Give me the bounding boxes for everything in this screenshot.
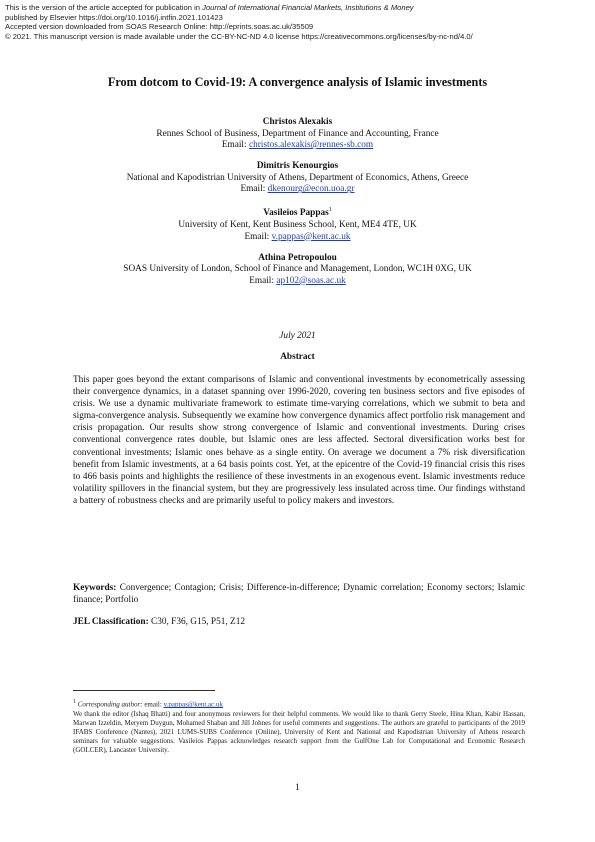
paper-date: July 2021 bbox=[279, 331, 316, 341]
author-email-link[interactable]: christos.alexakis@rennes-sb.com bbox=[248, 140, 374, 151]
banner-line-4: © 2021. This manuscript version is made available under the CC-BY-NC-ND 4.0 license https://creativecommons.org/licenses/by-nc-nd/4.0/ bbox=[5, 31, 473, 41]
author-block bbox=[0, 161, 595, 196]
email-label: Email: bbox=[249, 275, 274, 286]
jel-classification bbox=[73, 617, 525, 627]
author-email-line bbox=[0, 276, 595, 288]
author-email-link[interactable]: v.pappas@kent.ac.uk bbox=[271, 231, 351, 242]
author-name: Dimitris Kenourgios bbox=[256, 161, 339, 172]
author-email-line bbox=[0, 184, 595, 196]
footnote-marker: 1 bbox=[328, 207, 332, 214]
author-affiliation: SOAS University of London, School of Finance and Management, London, WC1H 0XG, UK bbox=[123, 264, 472, 275]
email-label: Email: bbox=[244, 231, 270, 242]
corresponding-email-link[interactable]: v.pappas@kent.ac.uk bbox=[163, 700, 224, 709]
corresponding-label: Corresponding author: bbox=[77, 700, 143, 709]
author-block bbox=[0, 205, 595, 243]
acknowledgements: We thank the editor (Ishaq Bhatti) and four anonymous reviewers for their helpful comments. We would like to thank Gerry Steele, Hina Khan, Kabir Hassan, Marwan Izzeldin, Meryem Duygun, Mohamed Shaban and Jill Johnes for useful comments and suggestions. The authors are grateful to participants of the 2019 IFABS Conference (Nantes), 2021 LUMS-SUBS Conference (Online), University of Kent and National and Kapodistrian University of Athens research seminars for valuable suggestions. Vasileios Pappas acknowledges research support from the GulfOne Lab for Computational and Economic Research (GOLCER), Lancaster University. bbox=[73, 709, 525, 755]
footnote bbox=[73, 698, 525, 756]
author-email-line bbox=[0, 140, 595, 152]
author-list bbox=[0, 117, 595, 297]
keywords-text: Convergence; Contagion; Crisis; Difference-in-difference; Dynamic correlation; Economy sectors; Islamic finance; Portfolio bbox=[73, 583, 526, 606]
abstract-body: This paper goes beyond the extant comparisons of Islamic and conventional investments by econometrically assessing their convergence dynamics, in a dataset spanning over 1996-2020, covering ten business sectors and five episodes of crisis. We use a dynamic multivariate framework to estimate time-varying correlations, which we submit to beta and sigma-convergence analysis. Subsequently we examine how convergence dynamics affect portfolio risk management and crisis propagation. Our results show strong convergence of Islamic and conventional investments. During crises conventional convergence rates double, but Islamic ones are less affected. Sectoral diversification works best for conventional investments; Islamic ones behave as a single entity. On average we document a 7% risk diversification benefit from Islamic investments, at a 64 basis points cost. Yet, at the epicentre of the Covid-19 financial crisis this rises to 466 basis points and highlights the resilience of these investments in an exogenous event. Islamic investments reduce volatility spillovers in the financial system, but they are progressively less insulated across time. Our findings withstand a battery of robustness checks and are primarily useful to policy makers and investors. bbox=[73, 375, 525, 506]
corresponding-author-note bbox=[73, 698, 525, 710]
banner-prefix: This is the version of the article accepted for publication in bbox=[5, 3, 201, 12]
banner-line-3: Accepted version downloaded from SOAS Research Online: http://eprints.soas.ac.uk/35509 bbox=[5, 22, 314, 32]
author-block bbox=[0, 117, 595, 152]
keywords-label: Keywords: bbox=[73, 583, 117, 593]
header-banner bbox=[5, 3, 590, 41]
journal-name: Journal of International Financial Markets, Institutions & Money bbox=[202, 3, 414, 12]
author-name: Athina Petropoulou bbox=[258, 252, 337, 263]
author-email-link[interactable]: ap102@soas.ac.uk bbox=[276, 275, 346, 286]
email-label: Email: bbox=[240, 184, 266, 195]
author-affiliation: University of Kent, Kent Business School, Kent, ME4 4TE, UK bbox=[178, 220, 417, 231]
paper-title: From dotcom to Covid-19: A convergence analysis of Islamic investments bbox=[107, 75, 488, 89]
author-name-text: Vasileios Pappas bbox=[263, 208, 329, 219]
banner-line-1 bbox=[5, 3, 590, 13]
author-email-link[interactable]: dkenourg@econ.uoa.gr bbox=[267, 184, 355, 195]
author-name bbox=[0, 205, 595, 220]
author-affiliation: Rennes School of Business, Department of Finance and Accounting, France bbox=[156, 128, 439, 139]
page-number: 1 bbox=[295, 783, 300, 793]
email-label: email: bbox=[144, 700, 162, 709]
email-label: Email: bbox=[221, 140, 247, 151]
author-name: Christos Alexakis bbox=[262, 117, 333, 127]
banner-line-2: published by Elsevier https://doi.org/10.1016/j.intfin.2021.101423 bbox=[5, 12, 223, 22]
author-email-line bbox=[0, 232, 595, 244]
author-affiliation: National and Kapodistrian University of Athens, Department of Economics, Athens, Greece bbox=[126, 172, 469, 183]
jel-codes: C30, F36, G15, P51, Z12 bbox=[151, 617, 246, 627]
footnote-rule bbox=[73, 690, 215, 691]
footnote-marker: 1 bbox=[73, 699, 76, 705]
author-block bbox=[0, 253, 595, 288]
abstract-heading: Abstract bbox=[280, 352, 315, 362]
keywords bbox=[73, 582, 525, 606]
jel-label: JEL Classification: bbox=[73, 617, 149, 627]
